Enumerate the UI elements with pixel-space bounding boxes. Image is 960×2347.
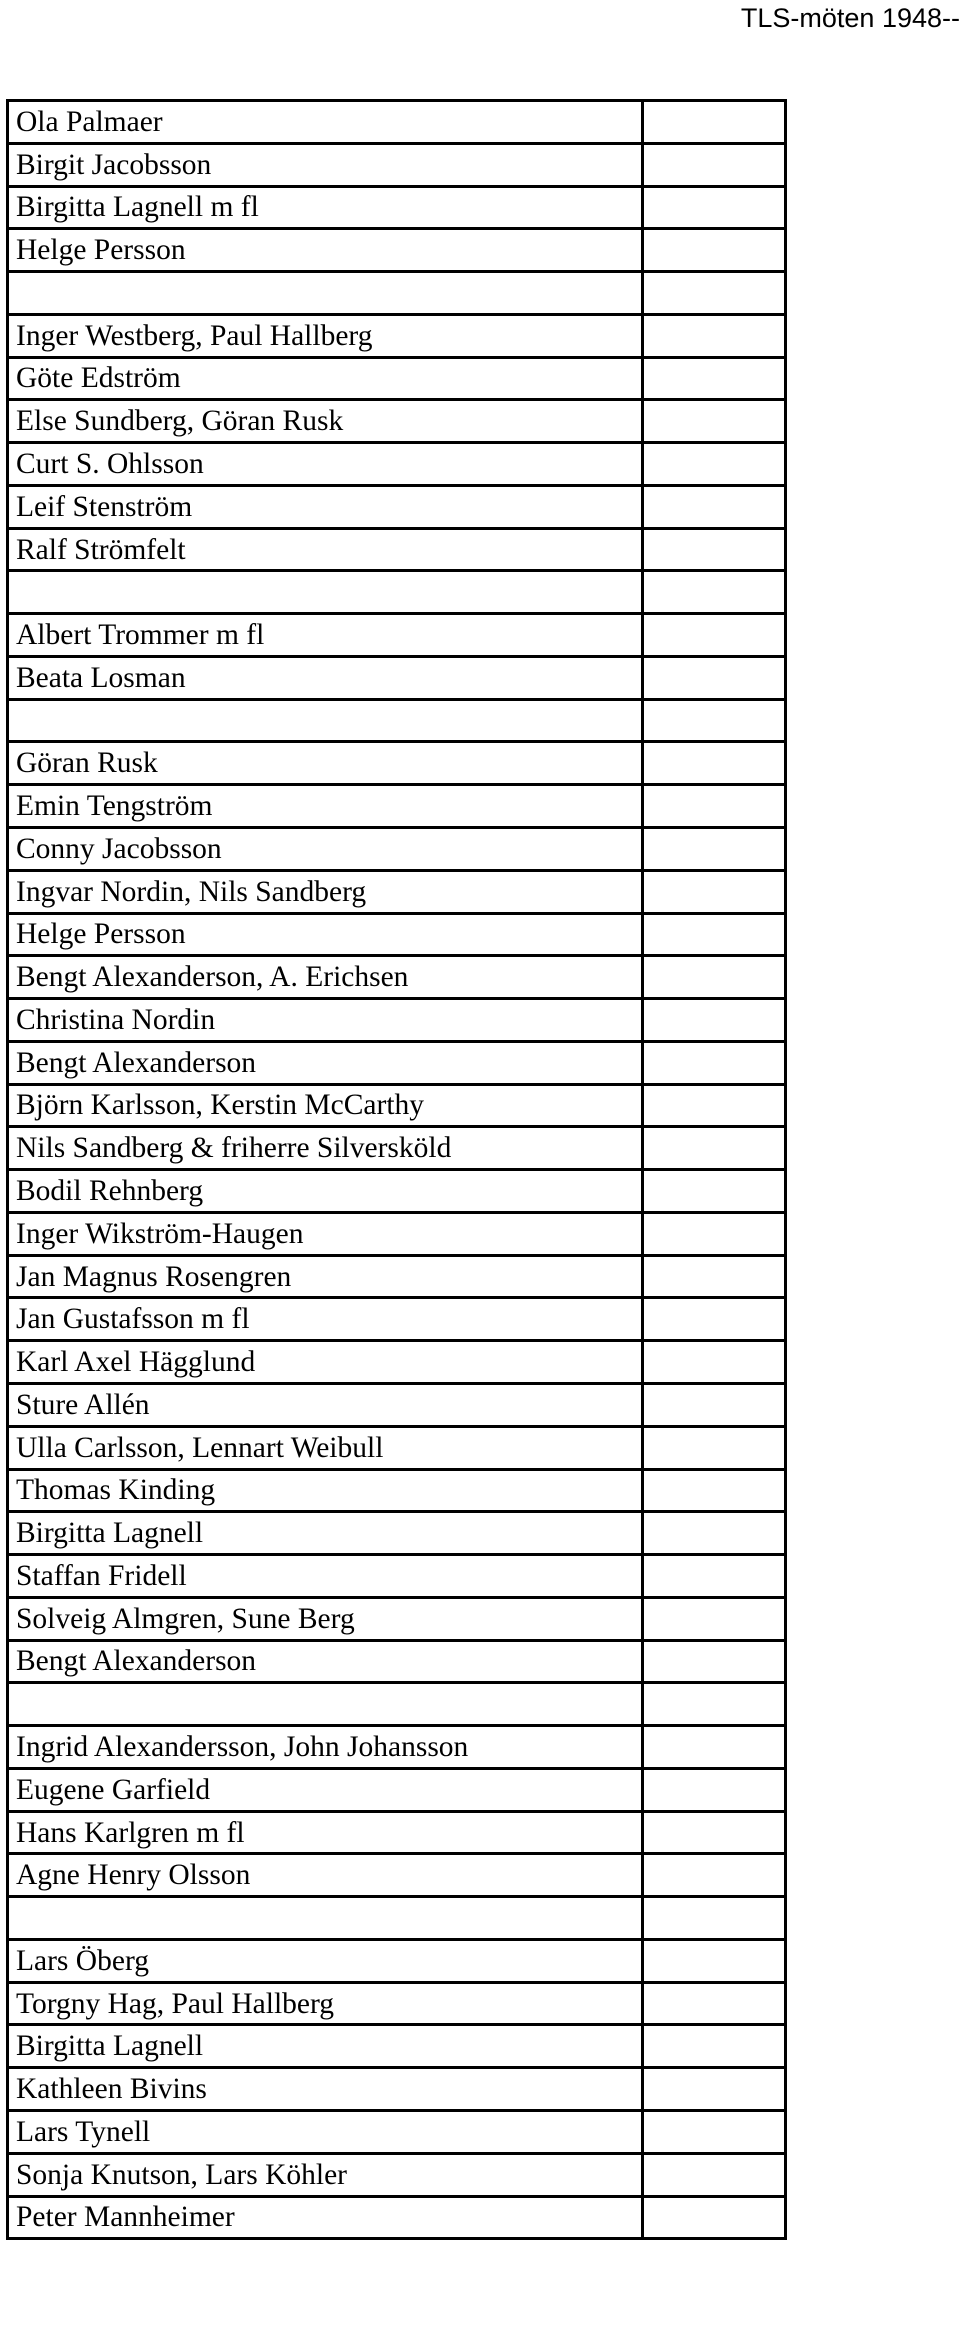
empty-cell (643, 143, 786, 186)
empty-cell (643, 1041, 786, 1084)
speaker-cell: Göran Rusk (8, 742, 643, 785)
empty-cell (643, 2068, 786, 2111)
table-row (8, 143, 786, 186)
table-row (8, 357, 786, 400)
empty-cell (643, 999, 786, 1042)
table-row (8, 1298, 786, 1341)
empty-cell (643, 656, 786, 699)
empty-cell (643, 1341, 786, 1384)
table-row (8, 785, 786, 828)
empty-cell (643, 1426, 786, 1469)
table-row (8, 1041, 786, 1084)
empty-cell (643, 828, 786, 871)
speaker-cell: Bengt Alexanderson, A. Erichsen (8, 956, 643, 999)
table-row (8, 742, 786, 785)
table-row (8, 956, 786, 999)
speaker-cell: Beata Losman (8, 656, 643, 699)
empty-cell (643, 1084, 786, 1127)
speaker-cell: Agne Henry Olsson (8, 1854, 643, 1897)
empty-cell (643, 2153, 786, 2196)
speaker-cell: Ingvar Nordin, Nils Sandberg (8, 870, 643, 913)
speaker-cell: Emin Tengström (8, 785, 643, 828)
table-row (8, 699, 786, 742)
table-row (8, 1170, 786, 1213)
empty-cell (643, 956, 786, 999)
empty-cell (643, 1212, 786, 1255)
table-row (8, 1854, 786, 1897)
speaker-cell: Birgit Jacobsson (8, 143, 643, 186)
table-row (8, 1811, 786, 1854)
table-row (8, 1982, 786, 2025)
empty-cell (643, 2110, 786, 2153)
empty-cell (643, 2196, 786, 2239)
empty-cell (643, 699, 786, 742)
speaker-cell: Björn Karlsson, Kerstin McCarthy (8, 1084, 643, 1127)
speaker-cell: Karl Axel Hägglund (8, 1341, 643, 1384)
empty-cell (643, 229, 786, 272)
empty-cell (643, 571, 786, 614)
empty-cell (643, 1640, 786, 1683)
speaker-cell: Nils Sandberg & friherre Silversköld (8, 1127, 643, 1170)
table-row (8, 443, 786, 486)
table-row (8, 528, 786, 571)
table-row (8, 1469, 786, 1512)
speaker-cell: Christina Nordin (8, 999, 643, 1042)
empty-cell (643, 1939, 786, 1982)
speaker-cell: Inger Westberg, Paul Hallberg (8, 314, 643, 357)
table-row (8, 913, 786, 956)
table-row (8, 2196, 786, 2239)
table-row (8, 1897, 786, 1940)
speaker-cell: Curt S. Ohlsson (8, 443, 643, 486)
speaker-cell: Eugene Garfield (8, 1768, 643, 1811)
table-row (8, 999, 786, 1042)
empty-cell (643, 1597, 786, 1640)
speaker-cell: Staffan Fridell (8, 1555, 643, 1598)
empty-cell (643, 1255, 786, 1298)
empty-cell (643, 400, 786, 443)
speaker-cell: Kathleen Bivins (8, 2068, 643, 2111)
speaker-cell: Inger Wikström-Haugen (8, 1212, 643, 1255)
speaker-cell: Bengt Alexanderson (8, 1640, 643, 1683)
table-row (8, 614, 786, 657)
page-header-title: TLS-möten 1948-- (740, 3, 960, 33)
speaker-cell: Helge Persson (8, 229, 643, 272)
empty-cell (643, 1768, 786, 1811)
speaker-cell: Birgitta Lagnell (8, 2025, 643, 2068)
empty-cell (643, 1170, 786, 1213)
table-row (8, 272, 786, 315)
table-row (8, 2153, 786, 2196)
empty-cell (643, 528, 786, 571)
empty-cell (643, 913, 786, 956)
table-row (8, 186, 786, 229)
table-row (8, 1255, 786, 1298)
speaker-cell: Lars Tynell (8, 2110, 643, 2153)
empty-cell (643, 314, 786, 357)
speaker-cell: Peter Mannheimer (8, 2196, 643, 2239)
table-row (8, 1084, 786, 1127)
empty-cell (643, 785, 786, 828)
table-row (8, 1341, 786, 1384)
table-row (8, 2025, 786, 2068)
empty-cell (643, 2025, 786, 2068)
empty-cell (643, 1469, 786, 1512)
empty-cell (643, 485, 786, 528)
speaker-cell: Göte Edström (8, 357, 643, 400)
speaker-cell: Ulla Carlsson, Lennart Weibull (8, 1426, 643, 1469)
table-row (8, 400, 786, 443)
speaker-cell: Hans Karlgren m fl (8, 1811, 643, 1854)
speaker-cell (8, 1897, 643, 1940)
table-row (8, 1768, 786, 1811)
speaker-cell: Bodil Rehnberg (8, 1170, 643, 1213)
speaker-cell (8, 699, 643, 742)
table-row (8, 1127, 786, 1170)
empty-cell (643, 1854, 786, 1897)
table-row (8, 2068, 786, 2111)
table-row (8, 1640, 786, 1683)
empty-cell (643, 186, 786, 229)
speaker-cell (8, 272, 643, 315)
empty-cell (643, 870, 786, 913)
speaker-table-body (8, 101, 786, 2239)
table-row (8, 1597, 786, 1640)
speaker-cell: Else Sundberg, Göran Rusk (8, 400, 643, 443)
speaker-cell: Torgny Hag, Paul Hallberg (8, 1982, 643, 2025)
empty-cell (643, 1555, 786, 1598)
empty-cell (643, 742, 786, 785)
speaker-cell: Leif Stenström (8, 485, 643, 528)
table-row (8, 1555, 786, 1598)
speaker-cell: Birgitta Lagnell m fl (8, 186, 643, 229)
table-row (8, 1939, 786, 1982)
speaker-cell: Conny Jacobsson (8, 828, 643, 871)
table-row (8, 101, 786, 144)
table-row (8, 485, 786, 528)
speaker-cell: Birgitta Lagnell (8, 1512, 643, 1555)
table-row (8, 828, 786, 871)
table-row (8, 571, 786, 614)
speaker-cell (8, 1683, 643, 1726)
speaker-cell (8, 571, 643, 614)
empty-cell (643, 443, 786, 486)
empty-cell (643, 1897, 786, 1940)
empty-cell (643, 101, 786, 144)
speaker-cell: Helge Persson (8, 913, 643, 956)
empty-cell (643, 1383, 786, 1426)
table-row (8, 870, 786, 913)
speaker-cell: Ingrid Alexandersson, John Johansson (8, 1726, 643, 1769)
speaker-cell: Ola Palmaer (8, 101, 643, 144)
table-row (8, 1512, 786, 1555)
empty-cell (643, 1298, 786, 1341)
speaker-table (6, 99, 787, 2240)
empty-cell (643, 1127, 786, 1170)
table-row (8, 229, 786, 272)
empty-cell (643, 614, 786, 657)
speaker-cell: Jan Gustafsson m fl (8, 1298, 643, 1341)
speaker-cell: Ralf Strömfelt (8, 528, 643, 571)
table-row (8, 656, 786, 699)
empty-cell (643, 272, 786, 315)
table-row (8, 1212, 786, 1255)
table-row (8, 314, 786, 357)
table-row (8, 2110, 786, 2153)
empty-cell (643, 1726, 786, 1769)
table-row (8, 1726, 786, 1769)
empty-cell (643, 1683, 786, 1726)
speaker-cell: Sture Allén (8, 1383, 643, 1426)
speaker-cell: Sonja Knutson, Lars Köhler (8, 2153, 643, 2196)
speaker-cell: Bengt Alexanderson (8, 1041, 643, 1084)
empty-cell (643, 1811, 786, 1854)
speaker-cell: Albert Trommer m fl (8, 614, 643, 657)
speaker-cell: Jan Magnus Rosengren (8, 1255, 643, 1298)
table-row (8, 1383, 786, 1426)
table-row (8, 1426, 786, 1469)
speaker-cell: Thomas Kinding (8, 1469, 643, 1512)
empty-cell (643, 357, 786, 400)
empty-cell (643, 1982, 786, 2025)
table-row (8, 1683, 786, 1726)
speaker-cell: Lars Öberg (8, 1939, 643, 1982)
empty-cell (643, 1512, 786, 1555)
speaker-cell: Solveig Almgren, Sune Berg (8, 1597, 643, 1640)
